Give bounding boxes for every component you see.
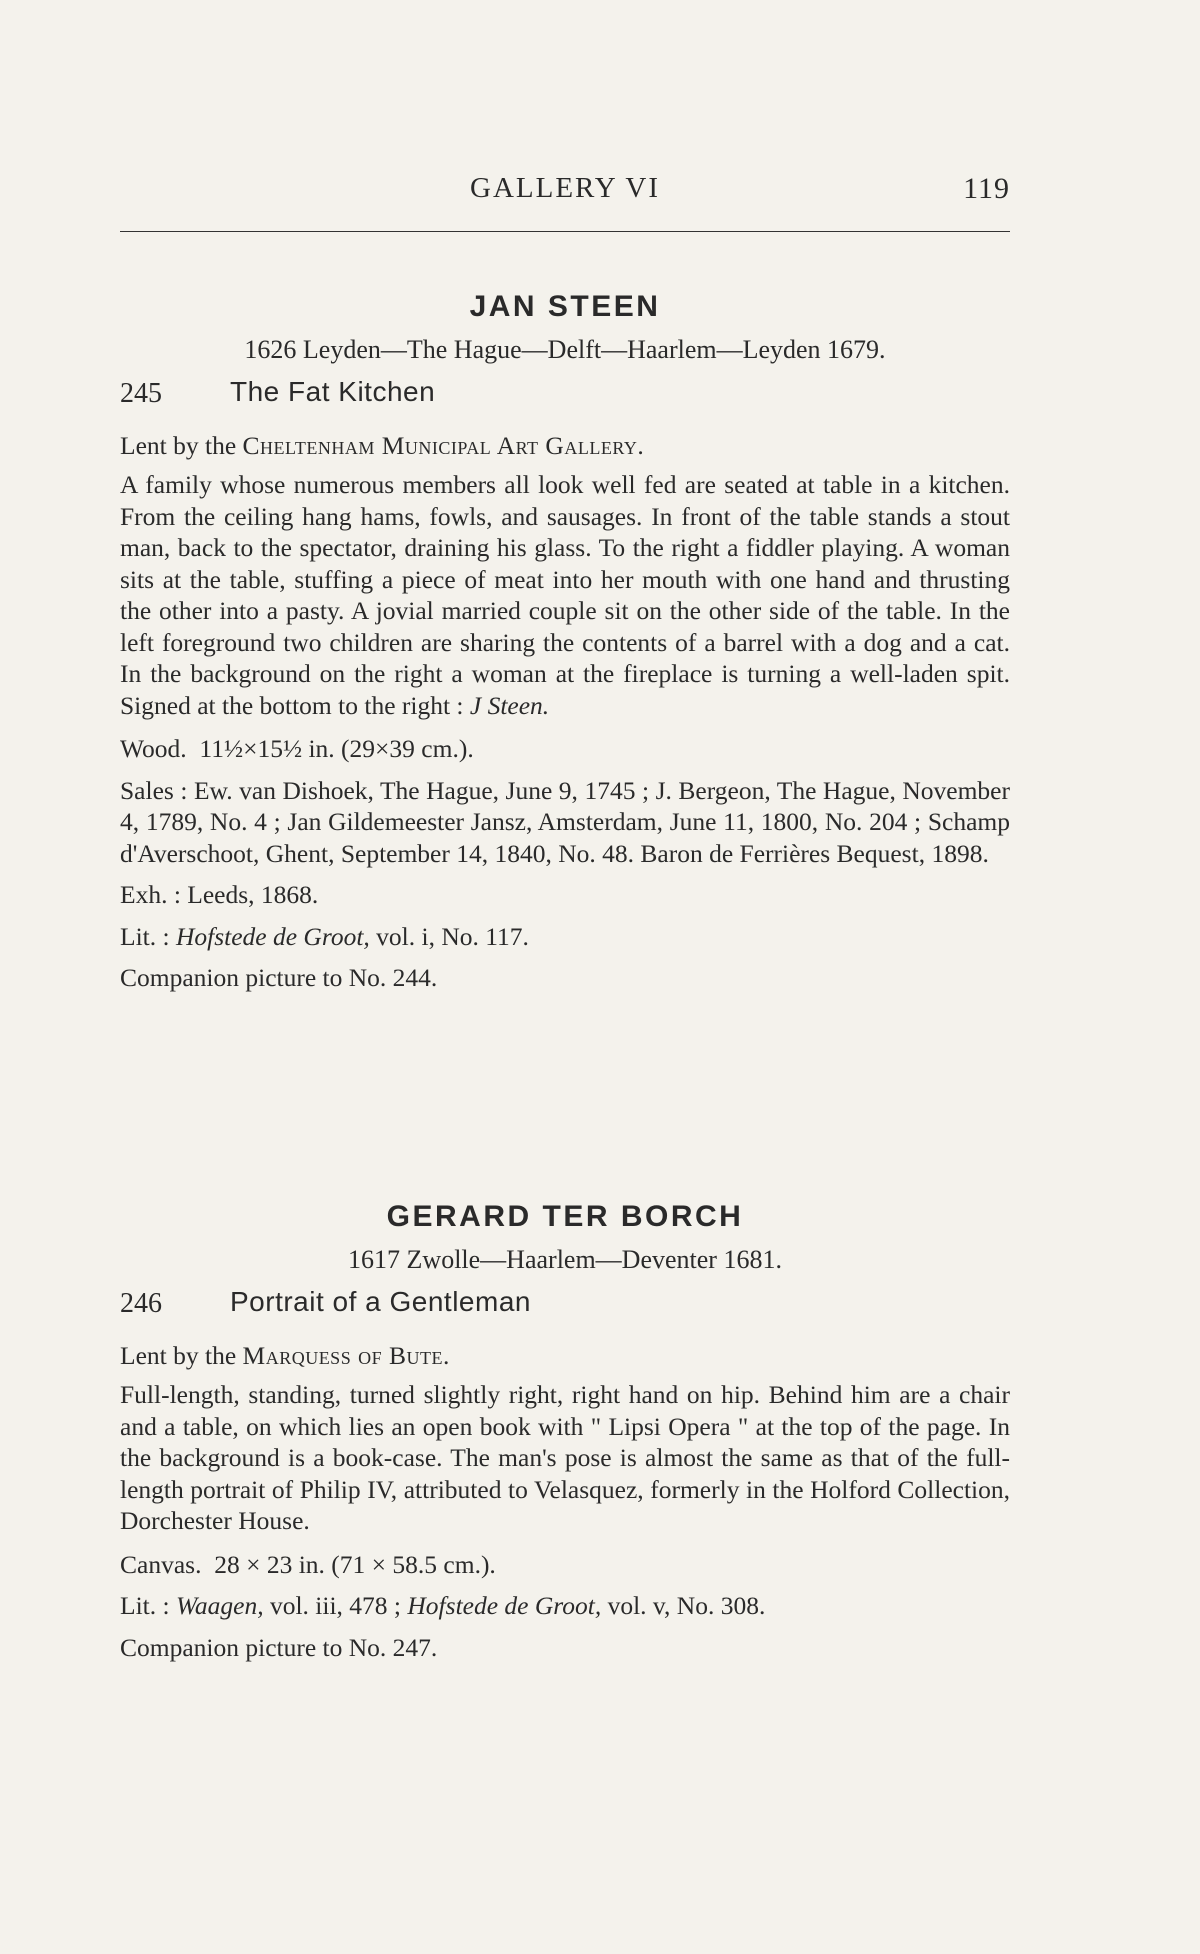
description-text: A family whose numerous members all look well fed are seated at table in a kitchen. From the ceiling hang hams, fowls, and sausages. In front of the table stands a stout man, back to the spectator, draining his glass. To the right a fiddler playing. A woman sits at the table, stuffing a piece of meat into her mouth with one hand and thrusting the other into a pasty. A jovial married couple sit on the other side of the table. In the left foreground two children are sharing the contents of a barrel with a dog and a cat. In the background on the right a woman at the fireplace is turning a well-laden spit. Signed at the bottom to the right : <box>120 470 1010 720</box>
lender-name: Marquess of Bute. <box>242 1340 450 1370</box>
exhibition-history: Exh. : Leeds, 1868. <box>120 880 319 909</box>
literature <box>120 921 1010 953</box>
artist-heading: GERARD TER BORCH <box>386 1200 744 1233</box>
painting-title: The Fat Kitchen <box>230 375 436 407</box>
lit-reference: vol. i, No. 117. <box>369 921 529 951</box>
catalogue-number: 245 <box>120 377 162 409</box>
catalogue-number: 246 <box>120 1287 162 1319</box>
lit-author: Waagen, <box>175 1591 264 1620</box>
dimensions: 11½×15½ in. (29×39 cm.). <box>199 734 474 763</box>
painting-title: Portrait of a Gentleman <box>230 1285 531 1317</box>
entry-heading <box>120 375 1010 418</box>
lender-line <box>120 1340 1010 1372</box>
lit-reference-2: vol. v, No. 308. <box>601 1591 766 1620</box>
painting-description: Full-length, standing, turned slightly right, right hand on hip. Behind him are a chair and a table, on which lies an open book with " Lipsi Opera " at the top of the page. In the background is a book-case. The man's pose is almost the same as that of the full-length portrait of Philip IV, attributed to Velasquez, formerly in the Holford Collection, Dorchester House. <box>120 1380 1010 1535</box>
artist-life: 1626 Leyden—The Hague—Delft—Haarlem—Leyden 1679. <box>244 335 886 364</box>
entry-gerard-ter-borch <box>120 1200 1010 1663</box>
artist-heading: JAN STEEN <box>469 290 661 323</box>
lit-prefix: Lit. : <box>120 921 176 951</box>
artist-life: 1617 Zwolle—Haarlem—Deventer 1681. <box>348 1245 782 1274</box>
literature <box>120 1590 1010 1622</box>
medium-dimensions <box>120 733 1010 765</box>
lit-reference: vol. iii, 478 ; <box>263 1591 408 1620</box>
page-number: 119 <box>963 172 1010 205</box>
painting-description <box>120 469 1010 721</box>
signature: J Steen. <box>469 690 550 720</box>
medium-dimensions <box>120 1549 1010 1581</box>
entry-heading <box>120 1285 1010 1328</box>
medium: Wood. <box>120 734 187 763</box>
lender-prefix: Lent by the <box>120 430 243 460</box>
lit-author: Hofstede de Groot, <box>175 921 370 951</box>
companion-note: Companion picture to No. 244. <box>120 963 438 992</box>
running-title: GALLERY VI <box>470 172 660 204</box>
lender-name: Cheltenham Municipal Art Gallery. <box>242 430 645 460</box>
medium: Canvas. <box>120 1549 202 1579</box>
lit-author-2: Hofstede de Groot, <box>407 1591 602 1620</box>
sales-history: Sales : Ew. van Dishoek, The Hague, June 9, 1745 ; J. Bergeon, The Hague, November 4, 1789, No. 4 ; Jan Gildemeester Jansz, Amsterdam, June 11, 1800, No. 204 ; Schamp d'Averschoot, Ghent, September 14, 1840, No. 48. Baron de Ferrières Bequest, 1898. <box>120 775 1010 868</box>
dimensions: 28 × 23 in. (71 × 58.5 cm.). <box>214 1549 496 1579</box>
companion-note: Companion picture to No. 247. <box>120 1632 438 1662</box>
running-head <box>120 172 1010 212</box>
lit-prefix: Lit. : <box>120 1591 176 1620</box>
header-rule <box>120 231 1010 232</box>
lender-line <box>120 430 1010 462</box>
entry-jan-steen <box>120 290 1010 994</box>
lender-prefix: Lent by the <box>120 1340 243 1370</box>
